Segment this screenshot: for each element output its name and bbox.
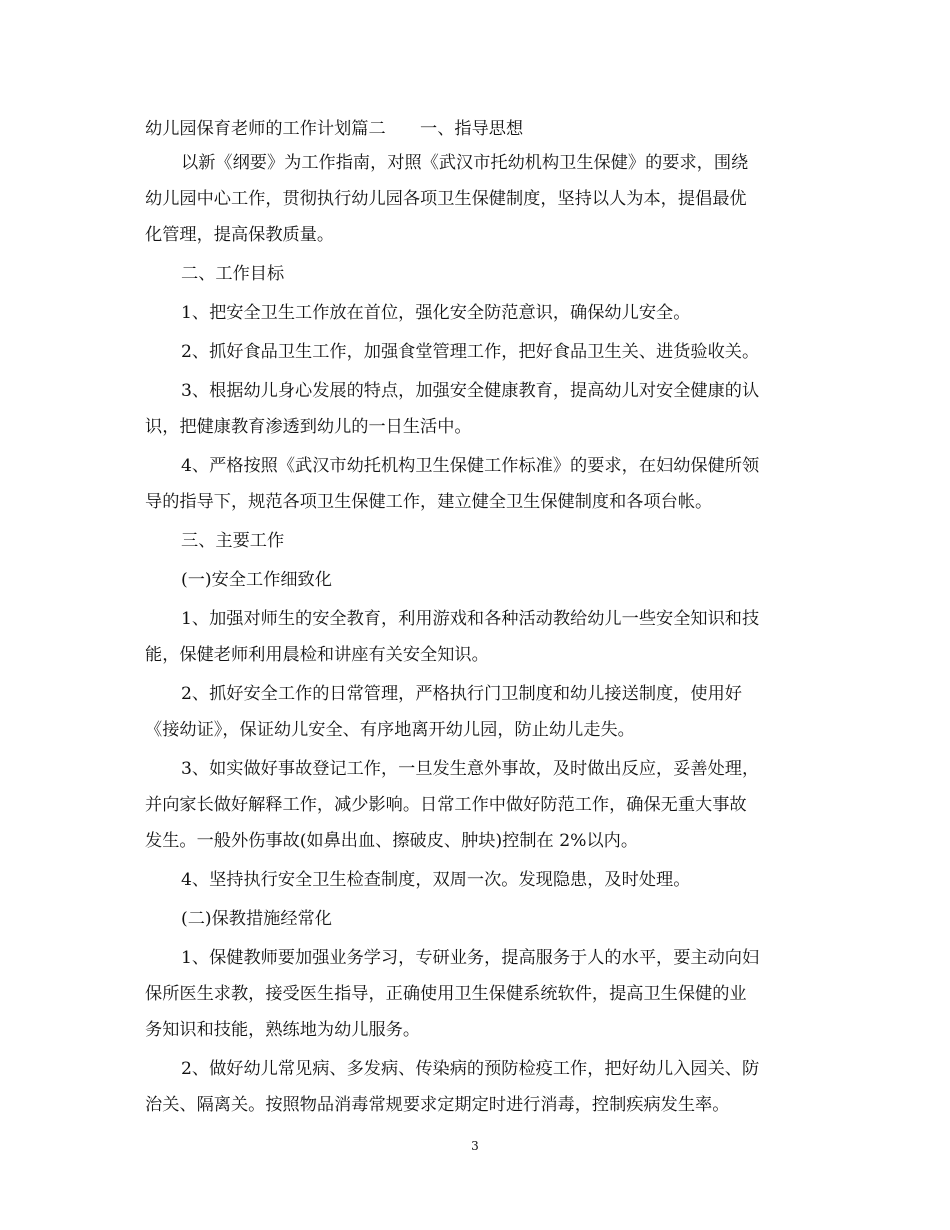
- paragraph-line: 2、抓好食品卫生工作，加强食堂管理工作，把好食品卫生关、进货验收关。: [181, 342, 760, 362]
- paragraph-line: 识，把健康教育渗透到幼儿的一日生活中。: [145, 417, 472, 437]
- paragraph-line: 2、做好幼儿常见病、多发病、传染病的预防检疫工作，把好幼儿入园关、防: [181, 1059, 760, 1079]
- paragraph-line: 务知识和技能，熟练地为幼儿服务。: [145, 1020, 421, 1040]
- paragraph-line: 导的指导下，规范各项卫生保健工作，建立健全卫生保健制度和各项台帐。: [145, 492, 713, 512]
- paragraph-line: 4、坚持执行安全卫生检查制度，双周一次。发现隐患，及时处理。: [181, 870, 691, 890]
- paragraph-line: 3、如实做好事故登记工作，一旦发生意外事故，及时做出反应，妥善处理，: [181, 759, 760, 779]
- paragraph-line: 3、根据幼儿身心发展的特点，加强安全健康教育，提高幼儿对安全健康的认: [181, 381, 760, 401]
- paragraph-line: 并向家长做好解释工作，减少影响。日常工作中做好防范工作，确保无重大事故: [145, 795, 747, 815]
- subsection-heading: (二)保教措施经常化: [181, 909, 332, 929]
- paragraph-line: 能，保健老师利用晨检和讲座有关安全知识。: [145, 645, 489, 665]
- paragraph-line: 1、保健教师要加强业务学习，专研业务，提高服务于人的水平，要主动向妇: [181, 948, 760, 968]
- document-title-line: 幼儿园保育老师的工作计划篇二 一、指导思想: [145, 119, 524, 139]
- paragraph-line: 4、严格按照《武汉市幼托机构卫生保健工作标准》的要求，在妇幼保健所领: [181, 456, 760, 476]
- paragraph-line: 幼儿园中心工作，贯彻执行幼儿园各项卫生保健制度，坚持以人为本，提倡最优: [145, 189, 747, 209]
- paragraph-line: 《接幼证》，保证幼儿安全、有序地离开幼儿园，防止幼儿走失。: [145, 720, 635, 740]
- paragraph-line: 1、把安全卫生工作放在首位，强化安全防范意识，确保幼儿安全。: [181, 303, 691, 323]
- paragraph-line: 以新《纲要》为工作指南，对照《武汉市托幼机构卫生保健》的要求，围绕: [181, 153, 749, 173]
- page-number: 3: [471, 1139, 479, 1153]
- paragraph-line: 治关、隔离关。按照物品消毒常规要求定期定时进行消毒，控制疾病发生率。: [145, 1095, 730, 1115]
- paragraph-line: 保所医生求教，接受医生指导，正确使用卫生保健系统软件，提高卫生保健的业: [145, 984, 747, 1004]
- paragraph-line: 1、加强对师生的安全教育，利用游戏和各种活动教给幼儿一些安全知识和技: [181, 609, 760, 629]
- paragraph-line: 化管理，提高保教质量。: [145, 225, 335, 245]
- subsection-heading: (一)安全工作细致化: [181, 570, 332, 590]
- section-heading: 三、主要工作: [181, 531, 285, 551]
- section-heading: 二、工作目标: [181, 264, 285, 284]
- paragraph-line: 发生。一般外伤事故(如鼻出血、擦破皮、肿块)控制在 2%以内。: [145, 831, 639, 851]
- paragraph-line: 2、抓好安全工作的日常管理，严格执行门卫制度和幼儿接送制度，使用好: [181, 684, 742, 704]
